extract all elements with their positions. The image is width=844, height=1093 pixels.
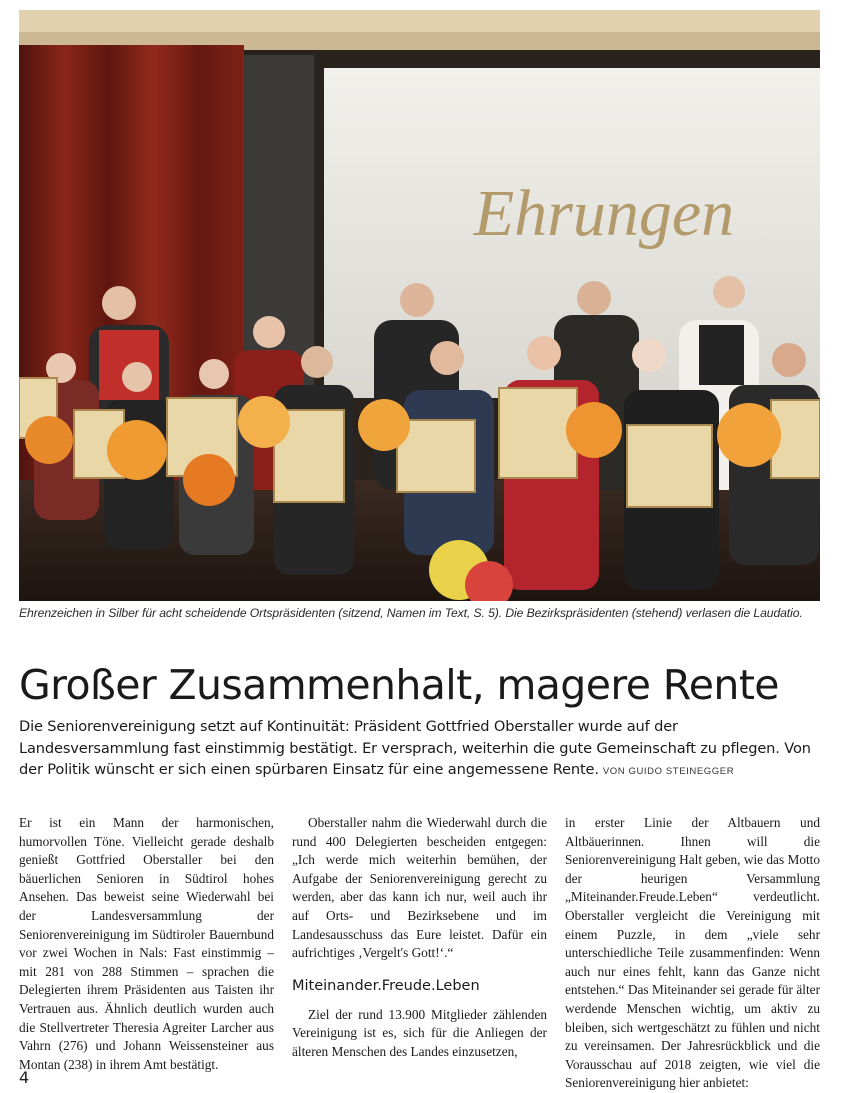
paragraph: in erster Linie der Altbauern und Altbäuerinnen. Ihnen will die Seniorenvereinigung Halt geben, wie das Motto der heurigen Versammlung „Miteinander.Freude.Leben“ verdeutlicht. Oberstaller vergleicht die Vereinigung mit einem Puzzle, in dem „viele sehr unterschiedliche Teile zusammenfinden: Wenn auch nur eines fehlt, kann das Ganze nicht entstehen.“ Das Miteinander sei gerade für älter werdende Menschen wichtig, um aktiv zu bleiben, sich wertgeschätzt zu fühlen und nicht zu vereinsamen. Der Jahresrückblick und die Vorausschau auf 2018 zeigten, wie viel die Seniorenvereinigung hier anbietet:	[565, 815, 820, 1091]
article-column-2	[292, 814, 547, 1062]
page-number: 4	[19, 1068, 30, 1087]
screen-title: Ehrungen	[473, 177, 735, 250]
paragraph: Er ist ein Mann der harmonischen, humorvollen Töne. Vielleicht gerade deshalb genießt Gottfried Oberstaller bei den bäuerlichen Senioren in Südtirol hohes Ansehen. Das beweist seine Wiederwahl bei der Landesversammlung der Seniorenvereinigung im Südtiroler Bauernbund vor zwei Wochen in Nals: Fast einstimmig – mit 281 von 288 Stimmen – sprachen die Delegierten ihrem Präsidenten aus Taisten ihr Vertrauen aus. Ähnlich deutlich wurden auch die Stellvertreter Theresia Agreiter Larcher aus Vahrn (276) und Johann Weissensteiner aus Montan (238) in ihrem Amt bestätigt.	[19, 815, 274, 1072]
article-headline: Großer Zusammenhalt, magere Rente	[19, 661, 779, 709]
author-byline: VON GUIDO STEINEGGER	[602, 766, 735, 777]
lead-text: Die Seniorenvereinigung setzt auf Kontinuität: Präsident Gottfried Oberstaller wurde auf der Landesversammlung fast einstimmig bestätigt. Er versprach, weiterhin die gute Gemeinschaft zu pflegen. Von der Politik wünscht er sich einen spürbaren Einsatz für eine angemessene Rente.	[19, 718, 811, 778]
photo-illustration	[19, 10, 820, 601]
article-column-3	[565, 814, 820, 1093]
photo-caption: Ehrenzeichen in Silber für acht scheidende Ortspräsidenten (sitzend, Namen im Text, S. 5). Die Bezirkspräsidenten (stehend) verlasen die Laudatio.	[19, 606, 803, 620]
section-subheading: Miteinander.Freude.Leben	[292, 977, 480, 994]
paragraph: Ziel der rund 13.900 Mitglieder zählenden Vereinigung ist es, sich für die Anliegen der älteren Menschen des Landes einzusetzen,	[292, 1006, 547, 1059]
article-lead	[19, 716, 822, 783]
paragraph: Oberstaller nahm die Wiederwahl durch die rund 400 Delegierten bescheiden entgegen: „Ich werde mich weiterhin bemühen, der Aufgabe der Seniorenvereinigung gerecht zu werden, aber das kann ich nur, weil auch ihr auf Orts- und Bezirksebene und im Landesausschuss das Eure leistet. Dafür ein aufrichtiges ‚Vergelt's Gott!‘.“	[292, 815, 547, 961]
article-column-1	[19, 814, 274, 1074]
award-ceremony-photo	[19, 10, 820, 601]
